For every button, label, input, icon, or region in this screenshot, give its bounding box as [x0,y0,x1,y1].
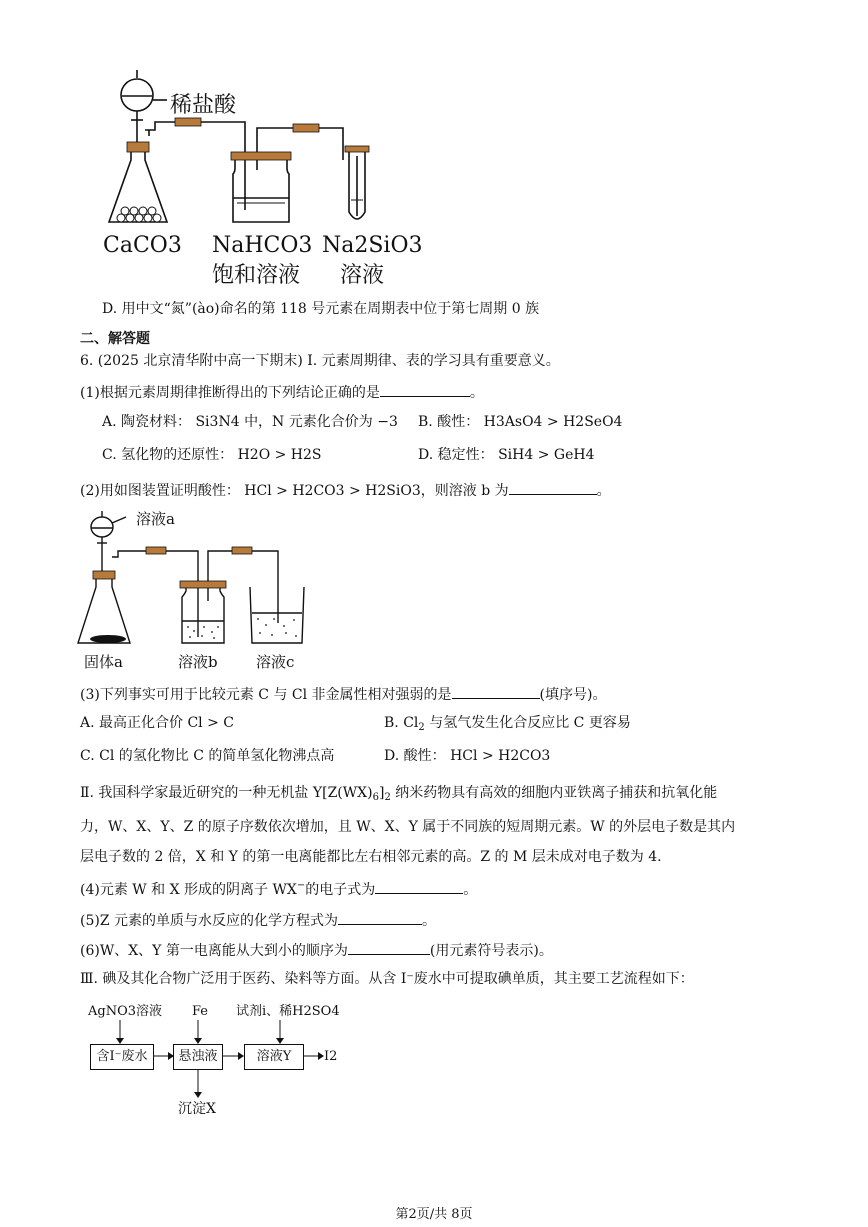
flow-reagent-i: 试剂i、稀H2SO4 [236,1004,340,1019]
part2-line-1-suffix: 纳米药物具有高效的细胞内亚铁离子捕获和抗氧化能 [395,785,718,801]
question-6-3-suffix: (填序号)。 [539,687,607,703]
page-footer: 第2页/共 8页 [395,1207,473,1222]
tube-label-text-1: Na2SiO3 [322,233,423,258]
inorganic-salt-formula: $Y[Z(WX)_6]_2$ [312,785,391,803]
answer-blank-4[interactable] [375,879,463,894]
flask-label-caco3 [103,233,182,258]
q6-1-option-a [102,413,398,431]
question-6-1: (1)根据元素周期律推断得出的下列结论正确的是 。 [80,382,484,402]
flow-box-suspension: 悬浊液 [173,1044,223,1070]
option-d-prefix: D. 稳定性： [418,447,494,463]
option-d-formula: SiH4 > GeH4 [498,447,595,463]
answer-blank-3[interactable] [452,684,540,699]
flow-product-iodine [324,1048,337,1066]
part3-intro: Ⅲ. 碘及其化合物广泛用于医药、染料等方面。从含 I⁻废水中可提取碘单质，其主要工艺流程如下： [80,971,694,987]
flask-label-text: CaCO3 [103,233,182,258]
question-6-3-prefix: (3)下列事实可用于比较元素 C 与 Cl 非金属性相对强弱的是 [80,687,452,703]
answer-blank-6[interactable] [348,940,430,955]
apparatus-figure-2 [74,505,314,650]
question-6-5: (5)Z 元素的单质与水反应的化学方程式为 。 [80,910,436,930]
part2-line-1 [80,784,717,802]
option-d-formula: HCl > H2CO3 [450,748,551,764]
flow-box-waste-water: 含I⁻废水 [90,1044,154,1070]
q6-3-option-d [384,747,550,765]
question-6-6 [80,940,553,960]
flow-reagent-fe: Fe [192,1004,209,1019]
option-b-formula: H3AsO4 > H2SeO4 [483,414,623,430]
option-a-prefix: A. 陶瓷材料： [102,414,192,430]
q6-1-option-d [418,446,595,464]
option-a-formula: Si3N4 [195,414,240,430]
question-6-3 [80,684,606,704]
flow-precipitate-x: 沉淀X [178,1101,216,1117]
tube-label-na2sio3 [322,233,423,258]
option-c-formula: H2O > H2S [237,447,322,463]
flask-label-solid-a: 固体a [84,653,123,671]
question-6-4-prefix: (4)元素 W 和 X 形成的阴离子 [80,882,268,898]
question-6-2-prefix: (2)用如图装置证明酸性： [80,483,240,499]
question-6-4-suffix: 的电子式为 [305,882,376,898]
q6-3-option-b: B. $Cl_2$ 与氢气发生化合反应比 C 更容易 [384,715,631,733]
q6-1-option-b [418,413,622,431]
option-b-prefix: B. 酸性： [418,414,480,430]
bottle-label-text-1: NaHCO3 [212,233,313,258]
flow-box-solution-y: 溶液Y [244,1044,304,1070]
bottle-label-saturated: 饱和溶液 [212,263,301,288]
question-6-2-suffix: ，则溶液 b 为 [420,483,509,499]
flow-product-text: I2 [324,1049,338,1064]
answer-blank-2[interactable] [509,480,597,495]
option-d-prefix: D. 酸性： [384,748,446,764]
apparatus-figure-1 [95,60,425,235]
flow-reagent-agno3: AgNO3溶液 [88,1004,163,1019]
q6-1-option-c [102,446,322,464]
funnel-label-2: 溶液a [136,510,175,528]
bottle-label-nahco3 [212,233,312,258]
question-6-intro: 6. (2025 北京清华附中高一下期末) Ⅰ. 元素周期律、表的学习具有重要意义。 [80,353,560,369]
beaker-label-solution-c: 溶液c [256,653,295,671]
option-a-value: −3 [377,414,398,430]
option-b-prefix: B. [384,715,399,731]
q6-3-option-a: A. 最高正化合价 Cl > C [80,715,234,731]
part2-line-1-prefix: Ⅱ. 我国科学家最近研究的一种无机盐 [80,785,309,801]
question-6-6-suffix: (用元素符号表示)。 [429,943,553,959]
part2-line-3: 层电子数的 2 倍，X 和 Y 的第一电离能都比左右相邻元素的高。Z 的 M 层未成对电子数为 4. [80,849,662,865]
q6-3-option-c: C. Cl 的氢化物比 C 的简单氢化物沸点高 [80,748,335,764]
question-6-1-text: (1)根据元素周期律推断得出的下列结论正确的是 [80,385,380,401]
question-5-option-d: D. 用中文“氮”(ào)命名的第 118 号元素在周期表中位于第七周期 0 族 [102,301,540,317]
question-6-2: (2)用如图装置证明酸性： HCl > H2CO3 > H2SiO3，则溶液 b 为 。 [80,480,611,500]
bottle-label-solution-b: 溶液b [178,653,218,671]
question-6-5-text: (5)Z 元素的单质与水反应的化学方程式为 [80,913,339,929]
tube-label-solution: 溶液 [340,263,385,288]
question-6-6-prefix: (6)W、X、Y 第一电离能从大到小的顺序为 [80,943,348,959]
question-6-2-formula: HCl > H2CO3 > H2SiO3 [244,483,421,499]
answer-blank-1[interactable] [380,382,470,397]
answer-blank-5[interactable] [338,910,422,925]
option-c-prefix: C. 氢化物的还原性： [102,447,234,463]
option-b-suffix: 与氢气发生化合反应比 C 更容易 [429,715,631,731]
section-title: 二、解答题 [80,331,150,347]
part2-line-2: 力，W、X、Y、Z 的原子序数依次增加，且 W、X、Y 属于不同族的短周期元素。W 的外层电子数是其内 [80,819,736,835]
option-a-middle: 中，N 元素化合价为 [244,414,373,430]
funnel-label-1: 稀盐酸 [170,93,237,118]
question-6-4: (4)元素 W 和 X 形成的阴离子 WX−的电子式为 。 [80,880,478,898]
